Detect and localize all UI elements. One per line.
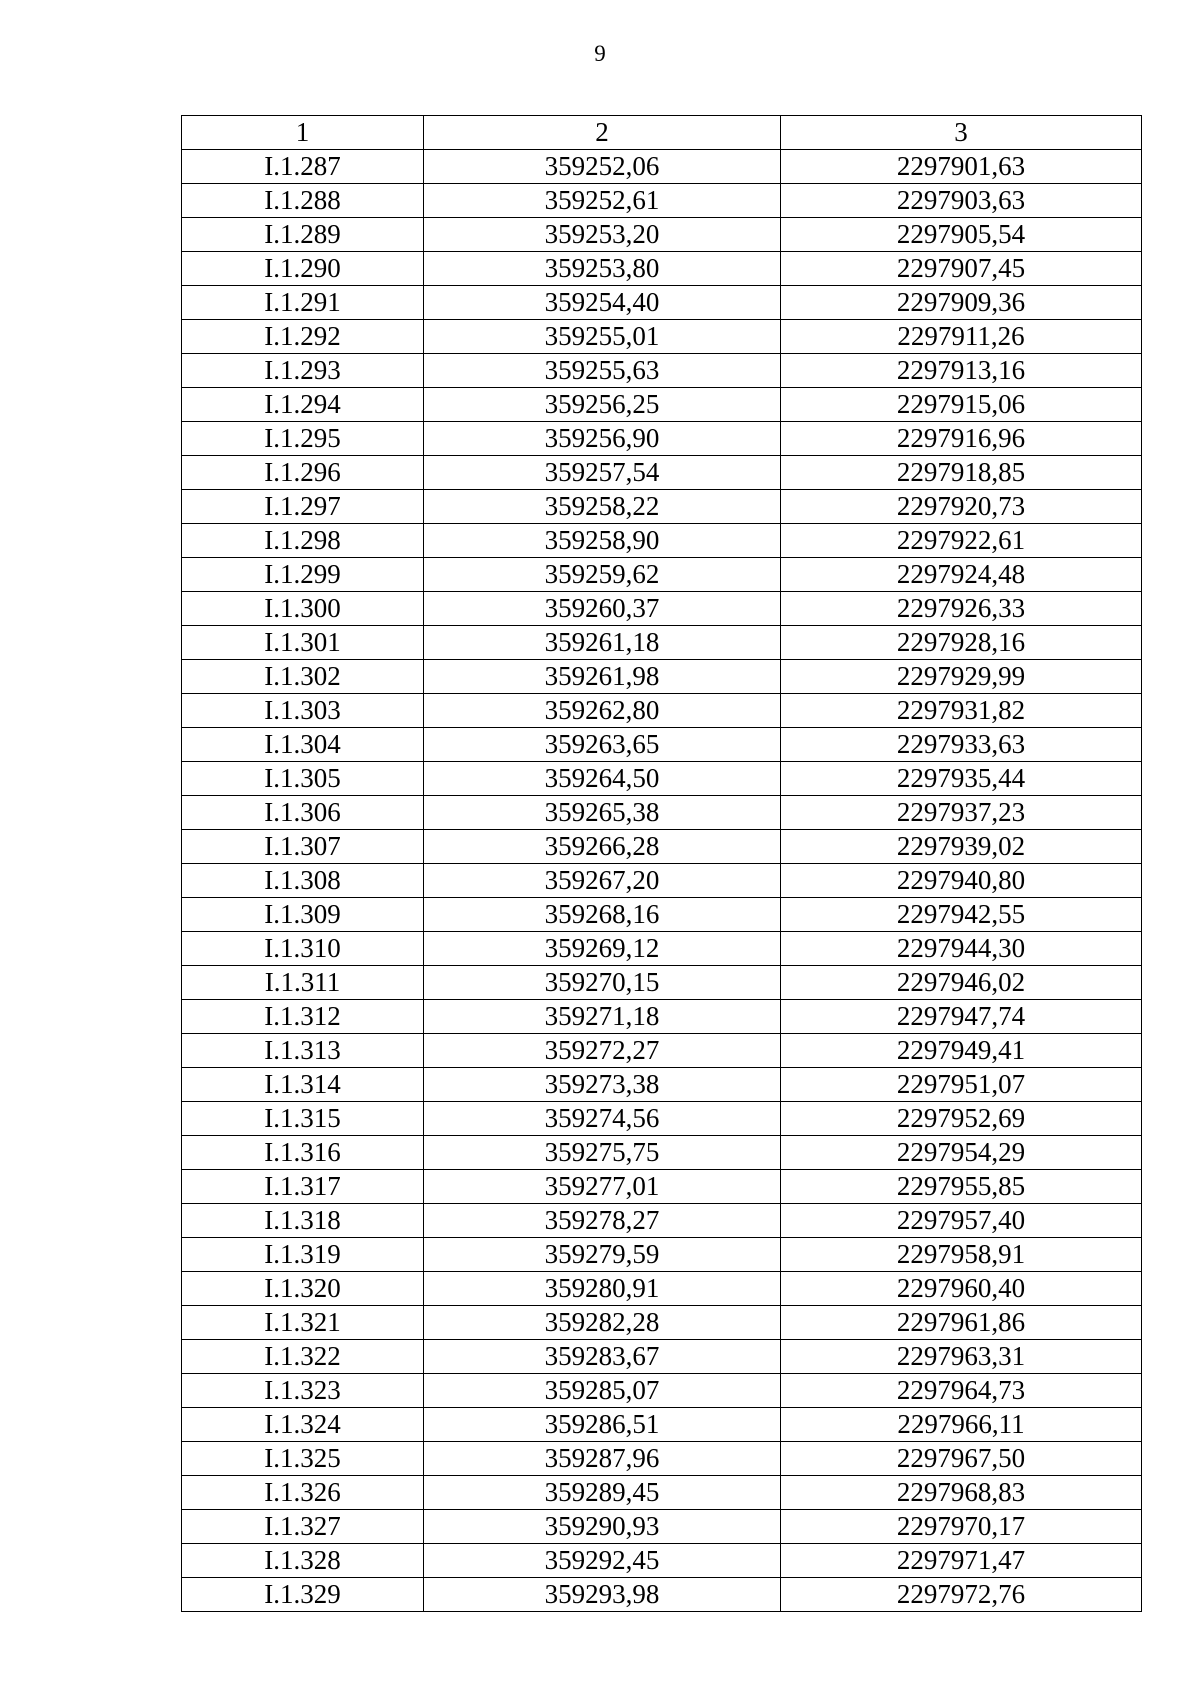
- point-id-cell: I.1.328: [182, 1544, 424, 1578]
- y-coordinate-cell: 2297952,69: [781, 1102, 1142, 1136]
- table-row: [182, 1544, 1142, 1578]
- table-row: [182, 490, 1142, 524]
- x-coordinate-cell: 359266,28: [424, 830, 781, 864]
- point-id-cell: I.1.309: [182, 898, 424, 932]
- x-coordinate-cell: 359293,98: [424, 1578, 781, 1612]
- y-coordinate-cell: 2297957,40: [781, 1204, 1142, 1238]
- x-coordinate-cell: 359264,50: [424, 762, 781, 796]
- point-id-cell: I.1.316: [182, 1136, 424, 1170]
- y-coordinate-cell: 2297907,45: [781, 252, 1142, 286]
- table-row: [182, 830, 1142, 864]
- x-coordinate-cell: 359267,20: [424, 864, 781, 898]
- y-coordinate-cell: 2297929,99: [781, 660, 1142, 694]
- table-row: [182, 218, 1142, 252]
- y-coordinate-cell: 2297913,16: [781, 354, 1142, 388]
- table-row: [182, 1408, 1142, 1442]
- table-row: [182, 1238, 1142, 1272]
- y-coordinate-cell: 2297966,11: [781, 1408, 1142, 1442]
- column-header-2: 2: [424, 116, 781, 150]
- point-id-cell: I.1.312: [182, 1000, 424, 1034]
- point-id-cell: I.1.322: [182, 1340, 424, 1374]
- y-coordinate-cell: 2297961,86: [781, 1306, 1142, 1340]
- y-coordinate-cell: 2297951,07: [781, 1068, 1142, 1102]
- x-coordinate-cell: 359253,80: [424, 252, 781, 286]
- point-id-cell: I.1.317: [182, 1170, 424, 1204]
- table-row: [182, 1068, 1142, 1102]
- point-id-cell: I.1.302: [182, 660, 424, 694]
- y-coordinate-cell: 2297924,48: [781, 558, 1142, 592]
- table-row: [182, 1510, 1142, 1544]
- table-row: [182, 1272, 1142, 1306]
- point-id-cell: I.1.325: [182, 1442, 424, 1476]
- point-id-cell: I.1.294: [182, 388, 424, 422]
- point-id-cell: I.1.329: [182, 1578, 424, 1612]
- x-coordinate-cell: 359283,67: [424, 1340, 781, 1374]
- point-id-cell: I.1.299: [182, 558, 424, 592]
- x-coordinate-cell: 359259,62: [424, 558, 781, 592]
- table-row: [182, 592, 1142, 626]
- table-row: [182, 524, 1142, 558]
- table-row: [182, 864, 1142, 898]
- point-id-cell: I.1.326: [182, 1476, 424, 1510]
- x-coordinate-cell: 359258,22: [424, 490, 781, 524]
- x-coordinate-cell: 359261,98: [424, 660, 781, 694]
- point-id-cell: I.1.293: [182, 354, 424, 388]
- y-coordinate-cell: 2297920,73: [781, 490, 1142, 524]
- x-coordinate-cell: 359261,18: [424, 626, 781, 660]
- table-row: [182, 184, 1142, 218]
- table-row: [182, 422, 1142, 456]
- table-row: [182, 762, 1142, 796]
- table-row: [182, 252, 1142, 286]
- point-id-cell: I.1.310: [182, 932, 424, 966]
- column-header-3: 3: [781, 116, 1142, 150]
- table-row: [182, 1136, 1142, 1170]
- y-coordinate-cell: 2297963,31: [781, 1340, 1142, 1374]
- y-coordinate-cell: 2297955,85: [781, 1170, 1142, 1204]
- column-header-1: 1: [182, 116, 424, 150]
- point-id-cell: I.1.289: [182, 218, 424, 252]
- x-coordinate-cell: 359282,28: [424, 1306, 781, 1340]
- x-coordinate-cell: 359280,91: [424, 1272, 781, 1306]
- y-coordinate-cell: 2297970,17: [781, 1510, 1142, 1544]
- table-row: [182, 354, 1142, 388]
- table-row: [182, 320, 1142, 354]
- point-id-cell: I.1.311: [182, 966, 424, 1000]
- point-id-cell: I.1.300: [182, 592, 424, 626]
- table-row: [182, 694, 1142, 728]
- table-row: [182, 626, 1142, 660]
- point-id-cell: I.1.305: [182, 762, 424, 796]
- table-row: [182, 1476, 1142, 1510]
- point-id-cell: I.1.323: [182, 1374, 424, 1408]
- table-row: [182, 1102, 1142, 1136]
- table-row: [182, 1442, 1142, 1476]
- table-row: [182, 796, 1142, 830]
- x-coordinate-cell: 359258,90: [424, 524, 781, 558]
- y-coordinate-cell: 2297937,23: [781, 796, 1142, 830]
- y-coordinate-cell: 2297940,80: [781, 864, 1142, 898]
- point-id-cell: I.1.298: [182, 524, 424, 558]
- x-coordinate-cell: 359269,12: [424, 932, 781, 966]
- y-coordinate-cell: 2297903,63: [781, 184, 1142, 218]
- point-id-cell: I.1.318: [182, 1204, 424, 1238]
- x-coordinate-cell: 359271,18: [424, 1000, 781, 1034]
- point-id-cell: I.1.308: [182, 864, 424, 898]
- table-row: [182, 388, 1142, 422]
- table-row: [182, 660, 1142, 694]
- page-number: 9: [594, 41, 606, 66]
- table-row: [182, 456, 1142, 490]
- point-id-cell: I.1.291: [182, 286, 424, 320]
- x-coordinate-cell: 359272,27: [424, 1034, 781, 1068]
- point-id-cell: I.1.319: [182, 1238, 424, 1272]
- y-coordinate-cell: 2297954,29: [781, 1136, 1142, 1170]
- x-coordinate-cell: 359273,38: [424, 1068, 781, 1102]
- x-coordinate-cell: 359274,56: [424, 1102, 781, 1136]
- x-coordinate-cell: 359287,96: [424, 1442, 781, 1476]
- x-coordinate-cell: 359262,80: [424, 694, 781, 728]
- x-coordinate-cell: 359255,01: [424, 320, 781, 354]
- table-row: [182, 150, 1142, 184]
- point-id-cell: I.1.287: [182, 150, 424, 184]
- table-row: [182, 558, 1142, 592]
- y-coordinate-cell: 2297916,96: [781, 422, 1142, 456]
- point-id-cell: I.1.290: [182, 252, 424, 286]
- y-coordinate-cell: 2297922,61: [781, 524, 1142, 558]
- point-id-cell: I.1.314: [182, 1068, 424, 1102]
- y-coordinate-cell: 2297946,02: [781, 966, 1142, 1000]
- x-coordinate-cell: 359275,75: [424, 1136, 781, 1170]
- x-coordinate-cell: 359256,25: [424, 388, 781, 422]
- x-coordinate-cell: 359270,15: [424, 966, 781, 1000]
- y-coordinate-cell: 2297942,55: [781, 898, 1142, 932]
- y-coordinate-cell: 2297958,91: [781, 1238, 1142, 1272]
- table-row: [182, 1340, 1142, 1374]
- coordinates-table: [181, 115, 1142, 1612]
- x-coordinate-cell: 359277,01: [424, 1170, 781, 1204]
- y-coordinate-cell: 2297933,63: [781, 728, 1142, 762]
- y-coordinate-cell: 2297926,33: [781, 592, 1142, 626]
- x-coordinate-cell: 359254,40: [424, 286, 781, 320]
- x-coordinate-cell: 359257,54: [424, 456, 781, 490]
- point-id-cell: I.1.297: [182, 490, 424, 524]
- y-coordinate-cell: 2297971,47: [781, 1544, 1142, 1578]
- table-row: [182, 1034, 1142, 1068]
- table-row: [182, 898, 1142, 932]
- point-id-cell: I.1.288: [182, 184, 424, 218]
- table-row: [182, 1374, 1142, 1408]
- x-coordinate-cell: 359252,06: [424, 150, 781, 184]
- point-id-cell: I.1.295: [182, 422, 424, 456]
- x-coordinate-cell: 359268,16: [424, 898, 781, 932]
- y-coordinate-cell: 2297928,16: [781, 626, 1142, 660]
- table-row: [182, 728, 1142, 762]
- y-coordinate-cell: 2297918,85: [781, 456, 1142, 490]
- y-coordinate-cell: 2297911,26: [781, 320, 1142, 354]
- point-id-cell: I.1.327: [182, 1510, 424, 1544]
- x-coordinate-cell: 359256,90: [424, 422, 781, 456]
- point-id-cell: I.1.307: [182, 830, 424, 864]
- x-coordinate-cell: 359265,38: [424, 796, 781, 830]
- x-coordinate-cell: 359255,63: [424, 354, 781, 388]
- x-coordinate-cell: 359285,07: [424, 1374, 781, 1408]
- y-coordinate-cell: 2297915,06: [781, 388, 1142, 422]
- x-coordinate-cell: 359290,93: [424, 1510, 781, 1544]
- y-coordinate-cell: 2297972,76: [781, 1578, 1142, 1612]
- y-coordinate-cell: 2297960,40: [781, 1272, 1142, 1306]
- point-id-cell: I.1.304: [182, 728, 424, 762]
- point-id-cell: I.1.321: [182, 1306, 424, 1340]
- table-row: [182, 932, 1142, 966]
- y-coordinate-cell: 2297968,83: [781, 1476, 1142, 1510]
- point-id-cell: I.1.315: [182, 1102, 424, 1136]
- x-coordinate-cell: 359260,37: [424, 592, 781, 626]
- x-coordinate-cell: 359292,45: [424, 1544, 781, 1578]
- point-id-cell: I.1.320: [182, 1272, 424, 1306]
- y-coordinate-cell: 2297967,50: [781, 1442, 1142, 1476]
- y-coordinate-cell: 2297935,44: [781, 762, 1142, 796]
- table-body: [182, 150, 1142, 1612]
- y-coordinate-cell: 2297905,54: [781, 218, 1142, 252]
- point-id-cell: I.1.301: [182, 626, 424, 660]
- y-coordinate-cell: 2297964,73: [781, 1374, 1142, 1408]
- table-row: [182, 1000, 1142, 1034]
- table-row: [182, 1204, 1142, 1238]
- table-row: [182, 1306, 1142, 1340]
- point-id-cell: I.1.292: [182, 320, 424, 354]
- table-row: [182, 286, 1142, 320]
- point-id-cell: I.1.306: [182, 796, 424, 830]
- point-id-cell: I.1.324: [182, 1408, 424, 1442]
- x-coordinate-cell: 359289,45: [424, 1476, 781, 1510]
- y-coordinate-cell: 2297901,63: [781, 150, 1142, 184]
- y-coordinate-cell: 2297947,74: [781, 1000, 1142, 1034]
- y-coordinate-cell: 2297949,41: [781, 1034, 1142, 1068]
- point-id-cell: I.1.303: [182, 694, 424, 728]
- y-coordinate-cell: 2297939,02: [781, 830, 1142, 864]
- table-header-row: [182, 116, 1142, 150]
- point-id-cell: I.1.313: [182, 1034, 424, 1068]
- table-row: [182, 1578, 1142, 1612]
- y-coordinate-cell: 2297909,36: [781, 286, 1142, 320]
- x-coordinate-cell: 359263,65: [424, 728, 781, 762]
- x-coordinate-cell: 359252,61: [424, 184, 781, 218]
- x-coordinate-cell: 359286,51: [424, 1408, 781, 1442]
- y-coordinate-cell: 2297944,30: [781, 932, 1142, 966]
- table-row: [182, 1170, 1142, 1204]
- x-coordinate-cell: 359253,20: [424, 218, 781, 252]
- point-id-cell: I.1.296: [182, 456, 424, 490]
- x-coordinate-cell: 359278,27: [424, 1204, 781, 1238]
- y-coordinate-cell: 2297931,82: [781, 694, 1142, 728]
- x-coordinate-cell: 359279,59: [424, 1238, 781, 1272]
- table-row: [182, 966, 1142, 1000]
